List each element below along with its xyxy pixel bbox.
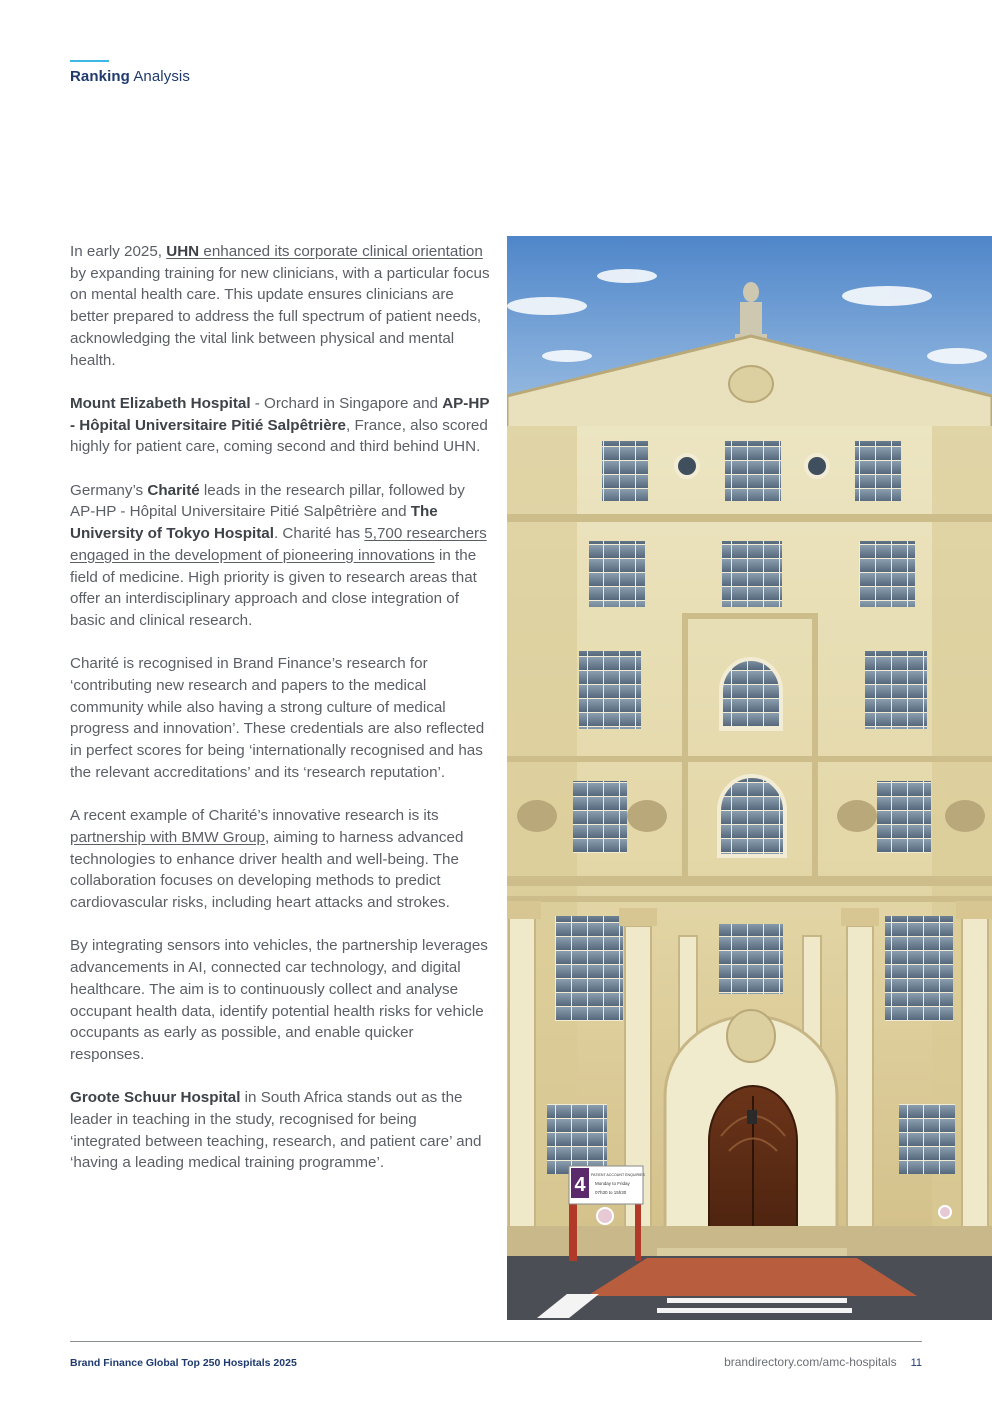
footer-right: [724, 1355, 922, 1369]
sign-line-2: Monday to Friday: [595, 1181, 630, 1186]
crest-ornament: [727, 1010, 775, 1062]
text: in the field of medicine. High priority is given to research areas that offer an interdisciplinary approach and close integration of basic and clinical research.: [70, 546, 477, 629]
page-number: 11: [910, 1357, 922, 1369]
mount-elizabeth-bold: Mount Elizabeth Hospital: [70, 394, 251, 412]
text: leads in the research pillar, followed by AP-HP - Hôpital Universitaire Pitié Salpêtrière and: [70, 481, 465, 521]
hospital-building-photo: [507, 236, 992, 1320]
sign-number: 4: [574, 1174, 586, 1196]
text: . Charité has: [273, 525, 365, 543]
text: , aiming to harness advanced technologies to enhance driver health and well-being. The collaboration focuses on developing methods to predict cardiovascular risks, including heart attacks and strokes.: [70, 828, 464, 912]
link-text: enhanced its corporate clinical orientation: [199, 243, 483, 260]
section-title-bold: Ranking: [70, 68, 130, 85]
text: In early 2025,: [70, 243, 167, 260]
paragraph-patient-care: [70, 393, 490, 458]
paragraph-uhn: [70, 241, 490, 371]
researchers-link[interactable]: 5,700 researchers engaged in the development of pioneering innovations: [70, 525, 487, 564]
section-title-rest: Analysis: [129, 68, 190, 85]
text: - Orchard in Singapore and: [250, 394, 443, 412]
text: A recent example of Charité’s innovative research is its: [70, 807, 439, 825]
footer-url-link[interactable]: brandirectory.com/amc-hospitals: [724, 1355, 897, 1369]
oculus-window-left: [676, 455, 698, 477]
footer-rule: [70, 1341, 922, 1342]
article-body: [70, 241, 490, 1196]
text: , France, also scored highly for patient care, coming second and third behind UHN.: [70, 416, 488, 456]
door-lamp: [747, 1110, 757, 1124]
section-title: [70, 68, 190, 85]
paragraph-bmw: [70, 805, 490, 914]
tokyo-hospital-bold: The University of Tokyo Hospital: [70, 503, 438, 543]
section-accent-rule: [70, 60, 109, 62]
charite-bold: Charité: [147, 481, 200, 499]
text: in South Africa stands out as the leader in teaching in the study, recognised for being ‘integrated between teaching, research, and patient care’ and ‘having a leading medical training programme’.: [70, 1089, 482, 1172]
footer-publication: Brand Finance Global Top 250 Hospitals 2025: [70, 1357, 297, 1369]
groote-schuur-bold: Groote Schuur Hospital: [70, 1089, 241, 1107]
sign-line-3: 07h30 to 15h30: [595, 1190, 627, 1195]
bmw-partnership-link[interactable]: partnership with BMW Group: [70, 828, 265, 846]
paragraph-groote-schuur: [70, 1087, 490, 1174]
paragraph-research: [70, 480, 490, 632]
text: by expanding training for new clinicians, with a particular focus on mental health care. This update ensures clinicians are better prepared to address the full spectrum of patient needs, acknowledging the vital link between physical and mental health.: [70, 264, 490, 369]
uhn-bold: UHN: [166, 243, 200, 260]
paragraph-sensors: By integrating sensors into vehicles, the partnership leverages advancements in AI, connected car technology, and digital healthcare. The aim is to continuously collect and analyse occupant health data, identify potential health risks for vehicle occupants as early as possible, and enable quicker responses.: [70, 937, 488, 1063]
paragraph-charite-recognition: Charité is recognised in Brand Finance’s research for ‘contributing new research and papers to the medical community while also having a strong culture of medical progress and innovation’. These credentials are also reflected in perfect scores for being ‘internationally recognised and has the relevant accreditations’ and its ‘research reputation’.: [70, 655, 485, 781]
right-traffic-sign: [939, 1206, 951, 1218]
text: Germany’s: [70, 481, 148, 499]
sign-line-1: PATIENT ACCOUNT ENQUIRIES: [591, 1173, 645, 1177]
uhn-orientation-link[interactable]: [166, 243, 483, 260]
traffic-sign: [597, 1208, 613, 1224]
pediment-cartouche: [729, 366, 773, 402]
oculus-window-right: [806, 455, 828, 477]
aphp-bold: AP-HP - Hôpital Universitaire Pitié Salpêtrière: [70, 394, 490, 434]
